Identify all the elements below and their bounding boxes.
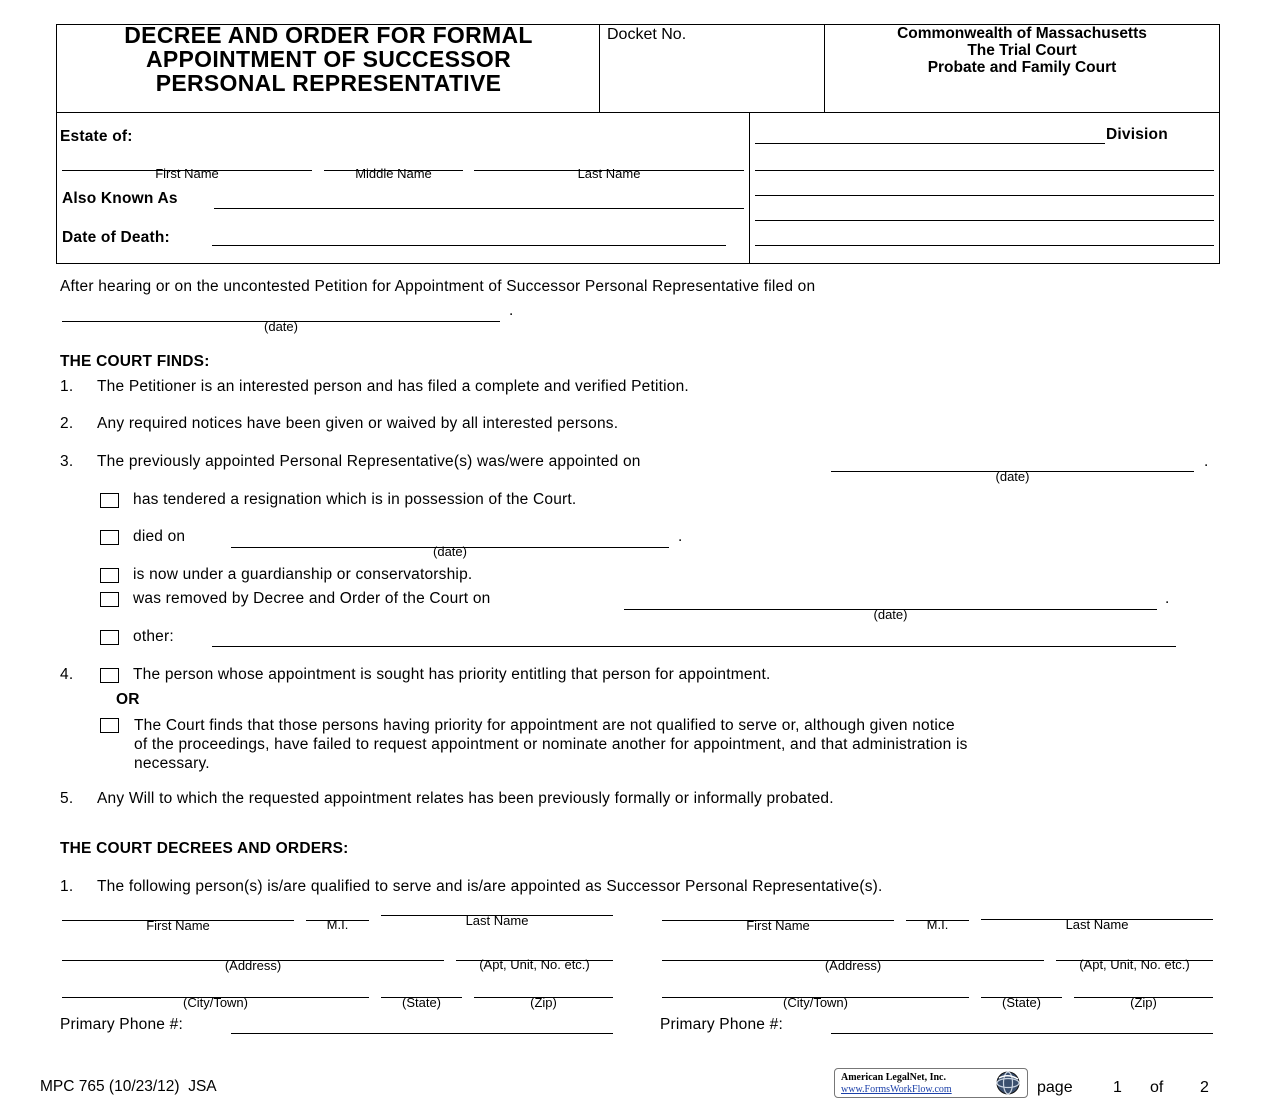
removed-period: . [1165, 590, 1170, 607]
court-address-line-2[interactable] [755, 195, 1214, 196]
or-label: OR [116, 691, 140, 708]
appointee-1-state-caption: (State) [401, 995, 441, 1010]
died-date-caption: (date) [433, 544, 467, 559]
other-field[interactable] [212, 646, 1176, 647]
finding-5-text: Any Will to which the requested appointment relates has been previously formally or informally probated. [97, 790, 834, 807]
appointee-1-city-caption: (City/Town) [182, 995, 248, 1010]
not-qualified-checkbox[interactable] [100, 718, 119, 733]
form-id: MPC 765 (10/23/12) JSA [40, 1078, 217, 1095]
intro-text: After hearing or on the uncontested Petition for Appointment of Successor Personal Representative filed on [60, 278, 816, 295]
court-name: Commonwealth of Massachusetts The Trial Court Probate and Family Court [897, 25, 1147, 76]
vendor-logo[interactable] [834, 1068, 1028, 1098]
other-checkbox[interactable] [100, 630, 119, 645]
court-address-line-1[interactable] [755, 170, 1214, 171]
finding-3-text: The previously appointed Personal Representative(s) was/were appointed on [97, 453, 641, 470]
other-label: other: [133, 628, 174, 645]
removed-date-caption: (date) [873, 607, 908, 622]
estate-divider [749, 112, 750, 264]
header-divider-1 [599, 24, 600, 113]
date-of-death-field[interactable] [212, 245, 726, 246]
page-number: 1 [1113, 1079, 1122, 1096]
appointee-1-phone-label: Primary Phone #: [60, 1016, 183, 1033]
removed-checkbox[interactable] [100, 592, 119, 607]
finding-2-number: 2. [60, 415, 74, 432]
finding-5-number: 5. [60, 790, 74, 807]
decree-1-number: 1. [60, 878, 74, 895]
resignation-label: has tendered a resignation which is in possession of the Court. [133, 491, 577, 508]
vendor-company: American LegalNet, Inc. [841, 1072, 946, 1083]
died-period: . [678, 528, 683, 545]
appointee-1-last-name-caption: Last Name [465, 913, 529, 928]
appointee-2-last-name-caption: Last Name [1065, 917, 1129, 932]
finding-1-number: 1. [60, 378, 74, 395]
decrees-heading: THE COURT DECREES AND ORDERS: [60, 840, 349, 857]
appointee-2-state-caption: (State) [1001, 995, 1041, 1010]
appointee-1-phone-field[interactable] [231, 1033, 613, 1034]
removed-label: was removed by Decree and Order of the Court on [133, 590, 491, 607]
first-name-caption: First Name [155, 166, 219, 181]
appointee-1-mi-caption: M.I. [326, 917, 349, 932]
intro-period: . [509, 302, 514, 319]
finding-3-period: . [1204, 453, 1209, 470]
date-of-death-label: Date of Death: [62, 229, 170, 246]
last-name-caption: Last Name [577, 166, 641, 181]
appointee-2-address-caption: (Address) [824, 958, 882, 973]
aka-field[interactable] [214, 208, 744, 209]
middle-name-caption: Middle Name [355, 166, 432, 181]
appointee-1-apt-caption: (Apt, Unit, No. etc.) [479, 957, 590, 972]
priority-checkbox[interactable] [100, 668, 119, 683]
died-checkbox[interactable] [100, 530, 119, 545]
court-address-line-3[interactable] [755, 220, 1214, 221]
resignation-checkbox[interactable] [100, 493, 119, 508]
aka-label: Also Known As [62, 190, 178, 207]
decree-1-text: The following person(s) is/are qualified to serve and is/are appointed as Successor Personal Representative(s). [97, 878, 883, 895]
page-label: page [1037, 1079, 1073, 1096]
finding-2-text: Any required notices have been given or waived by all interested persons. [97, 415, 619, 432]
finding-4-number: 4. [60, 666, 74, 683]
finding-4-text: The person whose appointment is sought has priority entitling that person for appointment. [133, 666, 771, 683]
appointee-2-city-caption: (City/Town) [782, 995, 848, 1010]
finding-4b-text: The Court finds that those persons having priority for appointment are not qualified to serve or, although given notice of the proceedings, have failed to request appointment or nominate another for appointment, and that administration is necessary. [134, 717, 968, 772]
appointee-2-first-name-caption: First Name [746, 918, 810, 933]
appointee-2-apt-caption: (Apt, Unit, No. etc.) [1079, 957, 1190, 972]
appointee-1-address-caption: (Address) [224, 958, 282, 973]
appointee-1-zip-caption: (Zip) [530, 995, 557, 1010]
finding-1-text: The Petitioner is an interested person and has filed a complete and verified Petition. [97, 378, 689, 395]
division-field[interactable] [755, 143, 1105, 144]
of-label: of [1150, 1079, 1164, 1096]
appointee-2-phone-field[interactable] [831, 1033, 1213, 1034]
form-title: DECREE AND ORDER FOR FORMAL APPOINTMENT OF SUCCESSOR PERSONAL REPRESENTATIVE [124, 22, 533, 96]
petition-date-caption: (date) [264, 319, 298, 334]
vendor-url[interactable]: www.FormsWorkFlow.com [841, 1084, 952, 1095]
docket-label: Docket No. [607, 26, 687, 43]
guardianship-label: is now under a guardianship or conservatorship. [133, 566, 473, 583]
appointed-date-caption: (date) [995, 469, 1030, 484]
died-label: died on [133, 528, 186, 545]
finding-3-number: 3. [60, 453, 74, 470]
court-finds-heading: THE COURT FINDS: [60, 353, 210, 370]
division-label: Division [1106, 126, 1168, 143]
estate-box [56, 112, 1220, 264]
appointee-2-phone-label: Primary Phone #: [660, 1016, 783, 1033]
header-divider-2 [824, 24, 825, 113]
page-total: 2 [1200, 1079, 1209, 1096]
appointee-2-zip-caption: (Zip) [1130, 995, 1157, 1010]
estate-of-label: Estate of: [60, 128, 133, 145]
court-address-line-4[interactable] [755, 245, 1214, 246]
guardianship-checkbox[interactable] [100, 568, 119, 583]
appointee-2-mi-caption: M.I. [926, 917, 949, 932]
globe-icon [993, 1070, 1023, 1096]
appointee-1-first-name-caption: First Name [146, 918, 210, 933]
